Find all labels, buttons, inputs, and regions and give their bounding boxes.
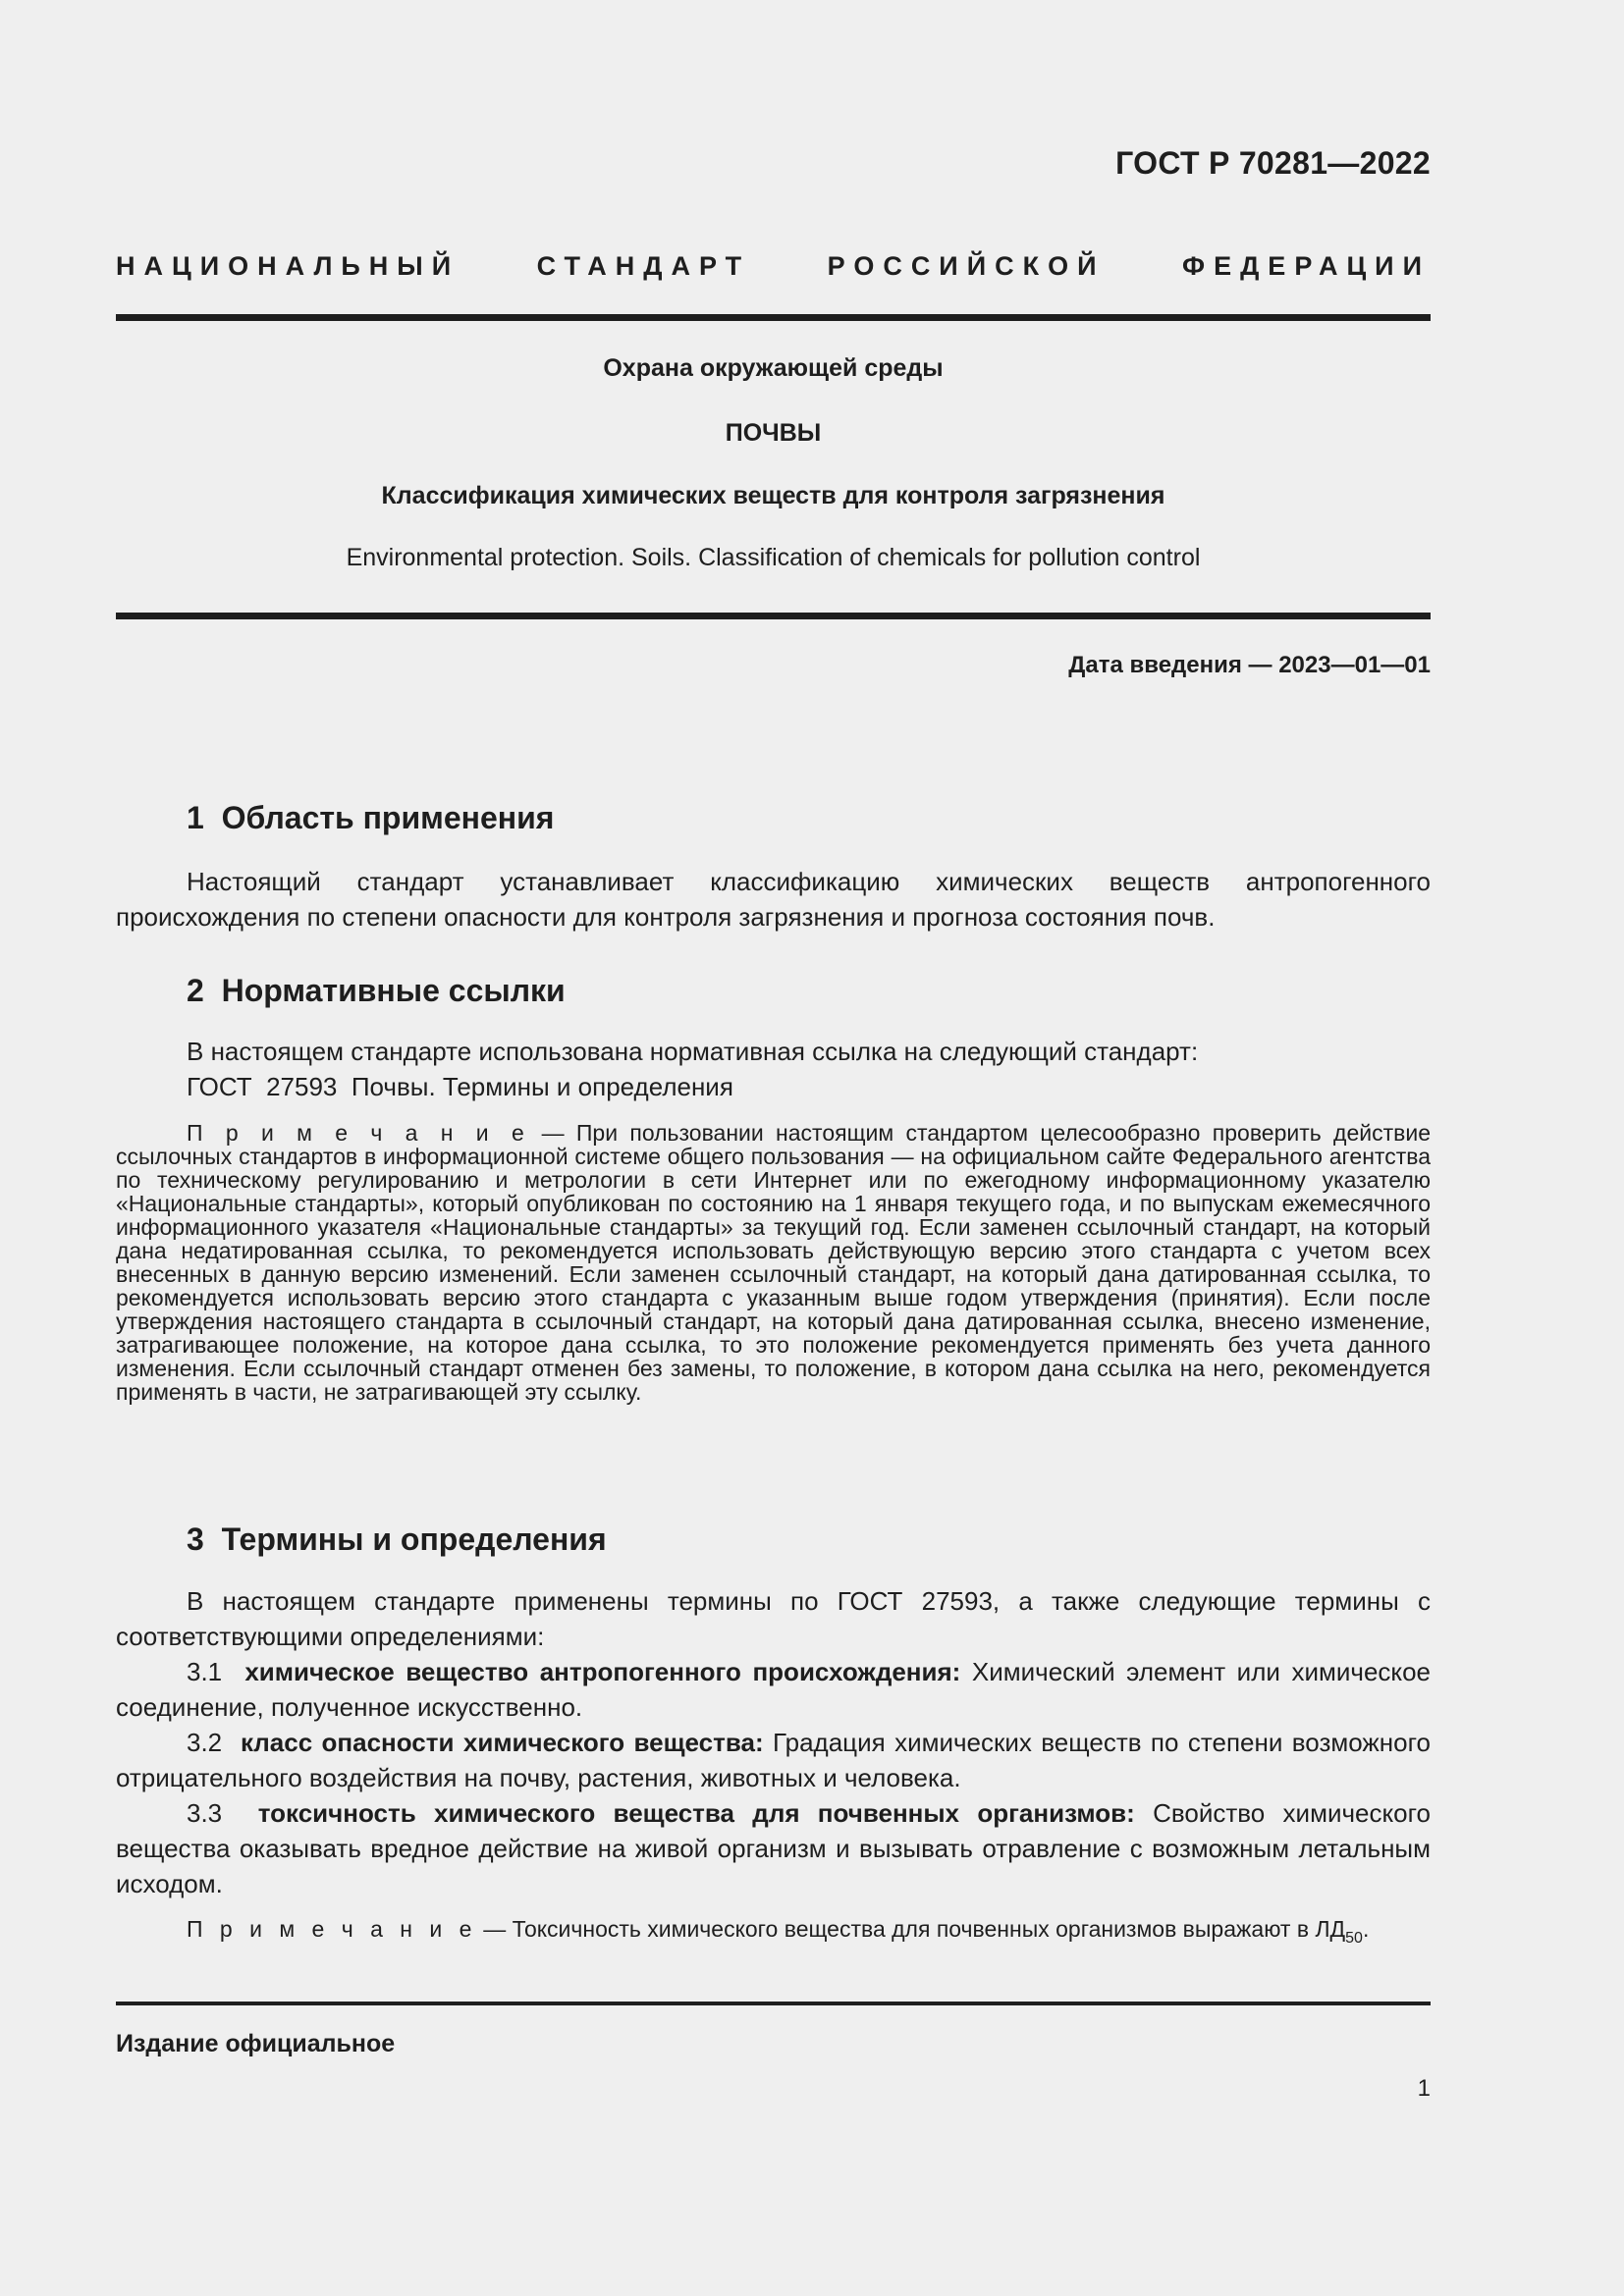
national-standard-banner: НАЦИОНАЛЬНЫЙ СТАНДАРТ РОССИЙСКОЙ ФЕДЕРАЦИИ (116, 251, 1431, 281)
section-1-heading (187, 800, 554, 836)
section-1-number: 1 (187, 800, 204, 835)
section-3-intro: В настоящем стандарте применены термины по ГОСТ 27593, а также следующие термины с соответствующими определениями: (116, 1586, 1431, 1651)
note-label: П р и м е ч а н и е (187, 1916, 477, 1942)
term-definition: Химический элемент или химическое соединение, полученное искусственно. (116, 1657, 1431, 1722)
term-name: химическое вещество антропогенного происхождения: (244, 1657, 961, 1686)
section-3-number: 3 (187, 1522, 204, 1557)
note-text: — Токсичность химического вещества для почвенных организмов выражают в ЛД (476, 1916, 1346, 1942)
term-number: 3.2 (187, 1728, 223, 1757)
term-name: класс опасности химического вещества: (240, 1728, 764, 1757)
term-definition: Свойство химического вещества оказывать вредное действие на живой организм и вызывать отравление с возможным летальным исходом. (116, 1798, 1431, 1898)
section-1-text: Настоящий стандарт устанавливает классификацию химических веществ антропогенного происхождения по степени опасности для контроля загрязнения и прогноза состояния почв. (116, 867, 1431, 932)
term-number: 3.1 (187, 1657, 223, 1686)
intro-date: Дата введения — 2023—01—01 (1068, 652, 1431, 678)
title-line-3: Классификация химических веществ для контроля загрязнения (381, 482, 1165, 509)
top-rule (116, 314, 1431, 321)
section-2-number: 2 (187, 973, 204, 1008)
note-subscript: 50 (1345, 1930, 1363, 1947)
section-2-reference: ГОСТ 27593 Почвы. Термины и определения (187, 1072, 733, 1101)
official-edition-label: Издание официальное (116, 2030, 396, 2057)
term-3-1 (116, 1654, 1431, 1725)
section-3-note (116, 1916, 1431, 1947)
title-line-2: ПОЧВЫ (725, 419, 822, 447)
section-3-heading (187, 1522, 607, 1558)
section-2-line-1: В настоящем стандарте использована нормативная ссылка на следующий стандарт: (187, 1037, 1199, 1066)
title-line-1: Охрана окружающей среды (603, 354, 944, 382)
section-2-heading (187, 973, 566, 1009)
note-label: П р и м е ч а н и е (187, 1120, 530, 1146)
title-english: Environmental protection. Soils. Classification of chemicals for pollution control (346, 544, 1201, 571)
section-2-title: Нормативные ссылки (221, 973, 566, 1008)
section-3-title: Термины и определения (221, 1522, 607, 1557)
page-number: 1 (1417, 2075, 1431, 2102)
note-text: — При пользовании настоящим стандартом целесообразно проверить действие ссылочных стандартов в информационной системе общего пользования — на официальном сайте Федерального агентства по техническому регулированию и метрологии в сети Интернет или по ежегодному информационному указателю «Национальные стандарты», который опубликован по состоянию на 1 января текущего года, и по выпускам ежемесячного информационного указателя «Национальные стандарты» за текущий год. Если заменен ссылочный стандарт, на который дана недатированная ссылка, то рекомендуется использовать действующую версию этого стандарта с учетом всех внесенных в данную версию изменений. Если заменен ссылочный стандарт, на который дана датированная ссылка, то рекомендуется использовать версию этого стандарта с указанным выше годом утверждения (принятия). Если после утверждения настоящего стандарта в ссылочный стандарт, на который дана датированная ссылка, внесено изменение, затрагивающее положение, на которое дана ссылка, то это положение рекомендуется применять без учета данного изменения. Если ссылочный стандарт отменен без замены, то положение, в котором дана ссылка на него, рекомендуется применять в части, не затрагивающей эту ссылку. (116, 1120, 1432, 1405)
term-3-2 (116, 1725, 1431, 1795)
term-name: токсичность химического вещества для почвенных организмов: (257, 1798, 1135, 1828)
term-definition: Градация химических веществ по степени возможного отрицательного воздействия на почву, растения, животных и человека. (116, 1728, 1431, 1792)
footer-rule (116, 2002, 1431, 2005)
document-number: ГОСТ Р 70281—2022 (1115, 145, 1431, 181)
section-2-note (116, 1121, 1431, 1404)
term-number: 3.3 (187, 1798, 223, 1828)
section-1-title: Область применения (221, 800, 555, 835)
term-3-3 (116, 1795, 1431, 1901)
note-end: . (1362, 1916, 1370, 1942)
title-bottom-rule (116, 613, 1431, 619)
